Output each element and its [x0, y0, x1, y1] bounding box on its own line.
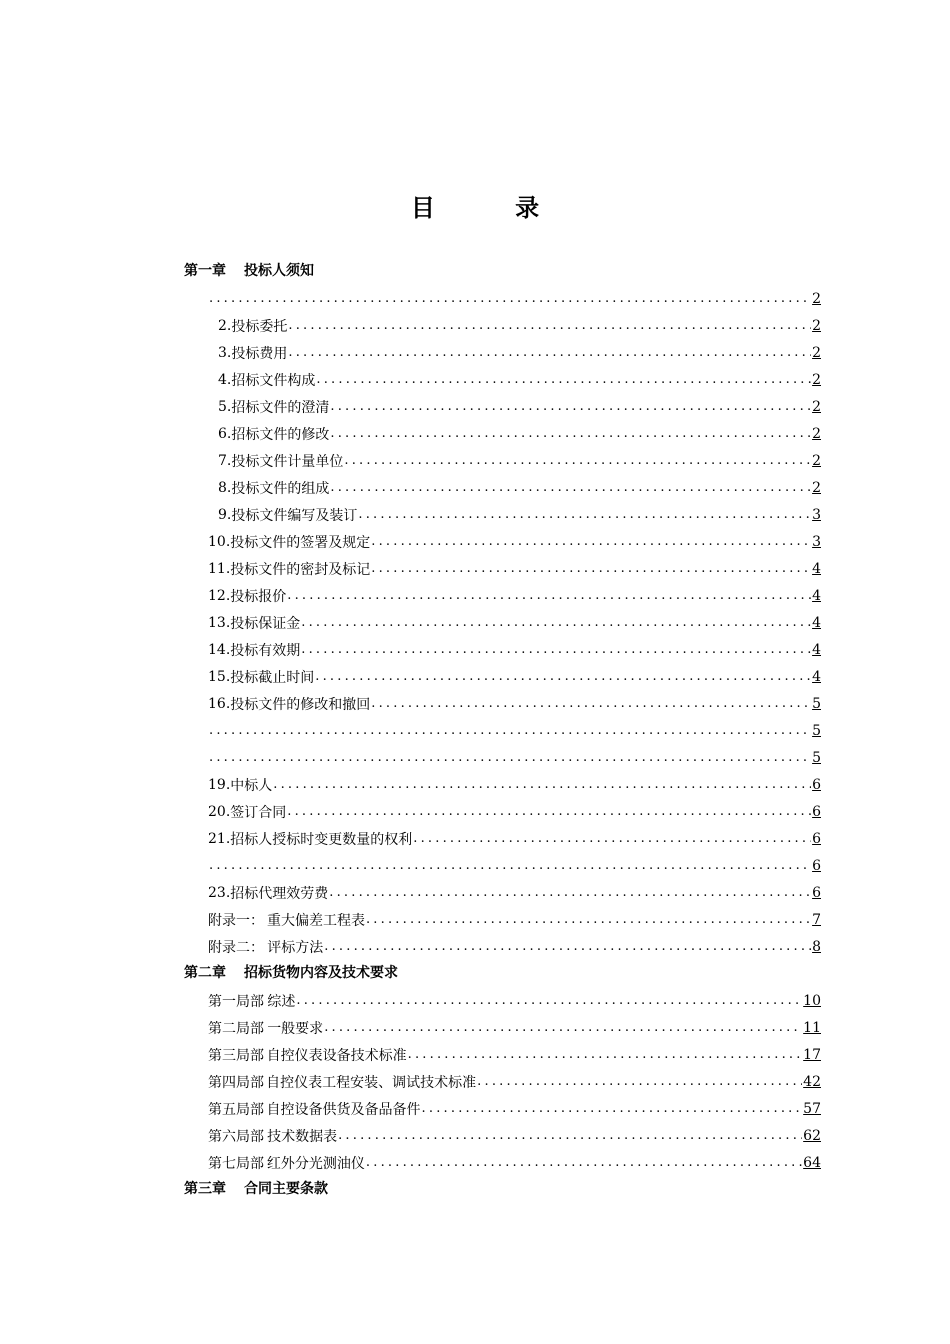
table-of-contents [184, 258, 821, 1203]
toc-entry-text: 一般要求 [267, 1020, 324, 1037]
toc-page-link[interactable]: 8 [812, 938, 821, 955]
toc-entry-text: 招标文件的澄清 [231, 399, 330, 416]
toc-entry-number: 8. [218, 479, 232, 496]
toc-entry[interactable] [184, 447, 821, 474]
toc-entry[interactable] [184, 636, 821, 663]
dot-leader [330, 393, 811, 420]
toc-entry-number: 7. [218, 452, 232, 469]
dot-leader [288, 312, 811, 339]
dot-leader [358, 501, 811, 528]
toc-entry[interactable] [184, 879, 821, 906]
dot-leader [344, 447, 811, 474]
toc-entry[interactable] [184, 474, 821, 501]
toc-page-link[interactable]: 4 [812, 641, 821, 658]
toc-entry[interactable] [184, 285, 821, 312]
toc-page-link[interactable]: 5 [812, 749, 821, 766]
toc-page-link[interactable]: 3 [812, 533, 821, 550]
dot-leader [273, 771, 811, 798]
toc-page-link[interactable]: 4 [812, 560, 821, 577]
toc-entry[interactable] [184, 906, 821, 933]
toc-entry[interactable] [184, 528, 821, 555]
toc-entry-text: 投标费用 [231, 345, 288, 362]
toc-page-link[interactable]: 6 [812, 830, 821, 847]
dot-leader [330, 420, 811, 447]
toc-page-link[interactable]: 2 [812, 398, 821, 415]
dot-leader [371, 528, 811, 555]
page-title: 目 录 [410, 193, 576, 222]
chapter-heading[interactable] [184, 960, 821, 987]
toc-entry[interactable] [184, 501, 821, 528]
toc-entry-text: 招标代理效劳费 [230, 885, 329, 902]
toc-entry-number: 6. [218, 425, 232, 442]
toc-entry-text: 投标保证金 [230, 615, 301, 632]
toc-entry-text: 招标文件构成 [231, 372, 316, 389]
toc-entry-text: 重大偏差工程表 [266, 912, 365, 929]
toc-entry-number: 附录一： [208, 912, 264, 929]
toc-entry[interactable] [184, 582, 821, 609]
toc-entry-text: 投标文件的签署及规定 [230, 534, 371, 551]
toc-entry-text: 评标方法 [267, 939, 324, 956]
chapter-number: 第一章 [184, 263, 226, 279]
toc-entry-text: 投标文件编写及装订 [231, 507, 358, 524]
toc-entry-number: 第一局部 [208, 993, 264, 1010]
toc-entry[interactable] [184, 1068, 821, 1095]
toc-entry[interactable] [184, 690, 821, 717]
chapter-number: 第二章 [184, 965, 226, 981]
toc-page-link[interactable]: 4 [812, 614, 821, 631]
dot-leader [209, 717, 811, 744]
dot-leader [209, 285, 811, 312]
toc-page-link[interactable]: 5 [812, 722, 821, 739]
dot-leader [329, 879, 811, 906]
toc-entry-number: 第七局部 [208, 1155, 264, 1172]
toc-entry-number: 23. [208, 884, 231, 901]
toc-entry-number: 第三局部 [208, 1047, 264, 1064]
dot-leader [287, 582, 811, 609]
toc-entry[interactable] [184, 420, 821, 447]
toc-entry-number: 14. [208, 641, 231, 658]
toc-entry-text: 自控仪表工程安装、调试技术标准 [266, 1074, 477, 1091]
toc-entry-number: 附录二： [208, 939, 264, 956]
toc-entry[interactable] [184, 663, 821, 690]
toc-entry-number: 20. [208, 803, 231, 820]
dot-leader [287, 798, 811, 825]
dot-leader [408, 1041, 803, 1068]
toc-entry[interactable] [184, 798, 821, 825]
toc-entry-number: 11. [208, 560, 231, 577]
toc-entry-text: 投标委托 [231, 318, 288, 335]
toc-page-link[interactable]: 4 [812, 668, 821, 685]
dot-leader [296, 987, 802, 1014]
dot-leader [324, 1014, 802, 1041]
dot-leader [338, 1122, 802, 1149]
toc-page-link[interactable]: 62 [803, 1127, 821, 1144]
toc-entry[interactable] [184, 771, 821, 798]
toc-entry[interactable] [184, 1122, 821, 1149]
toc-entry-number: 2. [218, 317, 232, 334]
toc-entry-text: 自控仪表设备技术标准 [266, 1047, 407, 1064]
toc-entry-text: 投标报价 [230, 588, 287, 605]
dot-leader [301, 636, 811, 663]
toc-page-link[interactable]: 2 [812, 371, 821, 388]
toc-entry-text: 投标文件的组成 [231, 480, 330, 497]
toc-entry-text: 招标文件的修改 [231, 426, 330, 443]
toc-entry-number: 10. [208, 533, 231, 550]
dot-leader [371, 555, 811, 582]
toc-entry[interactable] [184, 555, 821, 582]
toc-page-link[interactable]: 11 [803, 1019, 821, 1036]
toc-entry[interactable] [184, 852, 821, 879]
toc-page-link[interactable]: 6 [812, 857, 821, 874]
dot-leader [477, 1068, 802, 1095]
toc-page-link[interactable]: 64 [803, 1154, 821, 1171]
dot-leader [324, 933, 811, 960]
dot-leader [366, 1149, 802, 1176]
dot-leader [413, 825, 811, 852]
toc-page-link[interactable]: 2 [812, 479, 821, 496]
toc-entry[interactable] [184, 825, 821, 852]
toc-entry-text: 技术数据表 [267, 1128, 338, 1145]
toc-entry[interactable] [184, 1041, 821, 1068]
dot-leader [371, 690, 811, 717]
toc-entry[interactable] [184, 1095, 821, 1122]
chapter-title: 投标人须知 [244, 263, 314, 279]
toc-entry-text: 投标有效期 [230, 642, 301, 659]
toc-entry-number: 第四局部 [208, 1074, 264, 1091]
toc-entry-number: 16. [208, 695, 231, 712]
dot-leader [316, 366, 811, 393]
toc-entry-text: 中标人 [230, 777, 273, 794]
toc-page-link[interactable]: 2 [812, 344, 821, 361]
toc-page-link[interactable]: 10 [803, 992, 821, 1009]
toc-page-link[interactable]: 4 [812, 587, 821, 604]
toc-page-link[interactable]: 17 [803, 1046, 821, 1063]
toc-entry[interactable] [184, 366, 821, 393]
toc-page-link[interactable]: 5 [812, 695, 821, 712]
dot-leader [330, 474, 811, 501]
chapter-number: 第三章 [184, 1181, 226, 1197]
toc-entry-text: 投标文件的修改和撤回 [230, 696, 371, 713]
chapter-heading[interactable] [184, 258, 821, 285]
toc-entry-number: 4. [218, 371, 232, 388]
toc-entry-number: 第五局部 [208, 1101, 264, 1118]
toc-entry[interactable] [184, 1014, 821, 1041]
chapter-heading[interactable] [184, 1176, 821, 1203]
toc-page-link[interactable]: 6 [812, 884, 821, 901]
toc-entry[interactable] [184, 312, 821, 339]
toc-page-link[interactable]: 6 [812, 776, 821, 793]
toc-entry-number: 9. [218, 506, 232, 523]
toc-entry[interactable] [184, 717, 821, 744]
toc-entry-number: 第六局部 [208, 1128, 264, 1145]
toc-entry-text: 综述 [267, 993, 296, 1010]
toc-entry-number: 12. [208, 587, 231, 604]
toc-entry[interactable] [184, 744, 821, 771]
dot-leader [422, 1095, 803, 1122]
toc-entry-text: 招标人授标时变更数量的权利 [230, 831, 413, 848]
dot-leader [301, 609, 811, 636]
dot-leader [366, 906, 811, 933]
toc-entry-text: 自控设备供货及备品备件 [266, 1101, 421, 1118]
toc-entry[interactable] [184, 987, 821, 1014]
toc-page-link[interactable]: 2 [812, 317, 821, 334]
toc-entry-number: 21. [208, 830, 231, 847]
toc-page-link[interactable]: 2 [812, 425, 821, 442]
toc-entry[interactable] [184, 609, 821, 636]
toc-entry-number: 第二局部 [208, 1020, 264, 1037]
toc-entry[interactable] [184, 393, 821, 420]
toc-page-link[interactable]: 57 [803, 1100, 821, 1117]
toc-page-link[interactable]: 42 [803, 1073, 821, 1090]
dot-leader [288, 339, 811, 366]
toc-entry-number: 15. [208, 668, 231, 685]
toc-entry-number: 13. [208, 614, 231, 631]
toc-page-link[interactable]: 6 [812, 803, 821, 820]
toc-page-link[interactable]: 7 [812, 911, 821, 928]
dot-leader [209, 852, 811, 879]
toc-entry-number: 3. [218, 344, 232, 361]
chapter-title: 招标货物内容及技术要求 [244, 965, 398, 981]
toc-entry-text: 投标文件计量单位 [231, 453, 344, 470]
dot-leader [209, 744, 811, 771]
toc-entry-text: 投标截止时间 [230, 669, 315, 686]
toc-page-link[interactable]: 2 [812, 452, 821, 469]
toc-page-link[interactable]: 3 [812, 506, 821, 523]
chapter-title: 合同主要条款 [244, 1181, 328, 1197]
toc-entry-number: 5. [218, 398, 232, 415]
toc-entry[interactable] [184, 1149, 821, 1176]
toc-entry-text: 红外分光测油仪 [266, 1155, 365, 1172]
toc-entry-text: 签订合同 [230, 804, 287, 821]
toc-page-link[interactable]: 2 [812, 290, 821, 307]
dot-leader [315, 663, 811, 690]
toc-entry[interactable] [184, 339, 821, 366]
toc-entry-text: 投标文件的密封及标记 [230, 561, 371, 578]
toc-entry[interactable] [184, 933, 821, 960]
toc-entry-number: 19. [208, 776, 231, 793]
